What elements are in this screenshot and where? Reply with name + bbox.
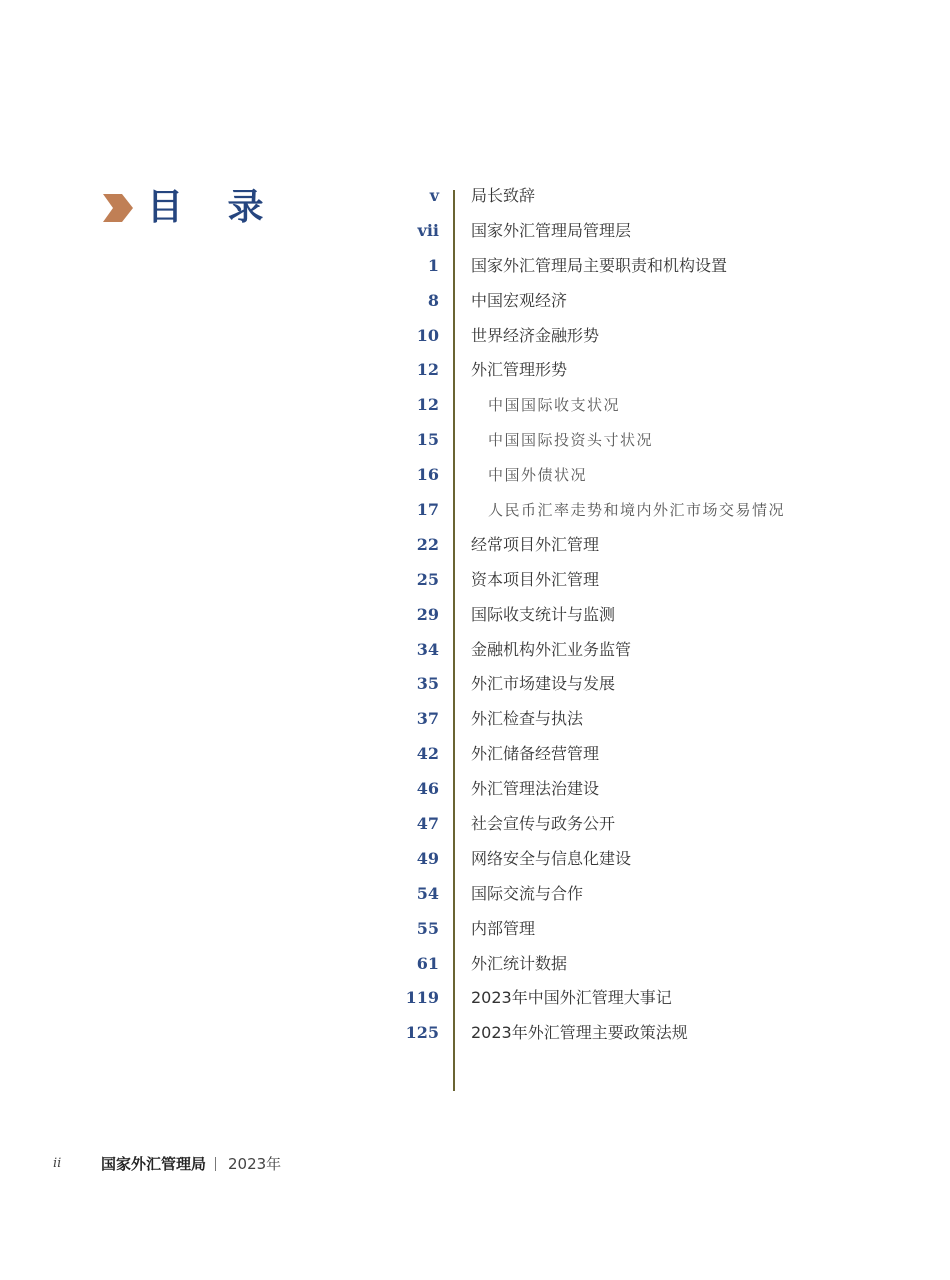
toc-title: 国际收支统计与监测 xyxy=(471,604,616,624)
toc-title: 国际交流与合作 xyxy=(471,883,584,903)
toc-title: 2023年中国外汇管理大事记 xyxy=(471,988,672,1008)
toc-entry[interactable] xyxy=(0,598,950,633)
toc-entry[interactable] xyxy=(0,528,950,563)
footer-page-number: ii xyxy=(53,1156,62,1171)
toc-page-number: 54 xyxy=(416,883,439,903)
footer-divider xyxy=(215,1157,216,1171)
toc-entry[interactable] xyxy=(0,877,950,912)
toc-page-number: 49 xyxy=(416,848,439,868)
toc-title: 外汇储备经营管理 xyxy=(471,744,600,764)
toc-page-number: 15 xyxy=(416,430,439,450)
toc-title: 经常项目外汇管理 xyxy=(471,534,600,554)
toc-page-number: 10 xyxy=(416,325,439,345)
toc-page-number: 119 xyxy=(405,988,439,1008)
toc-title: 局长致辞 xyxy=(471,186,536,205)
toc-title: 外汇统计数据 xyxy=(471,953,568,973)
toc-title: 网络安全与信息化建设 xyxy=(471,848,632,868)
toc-subentry[interactable] xyxy=(0,423,950,458)
toc-subentry[interactable] xyxy=(0,388,950,423)
toc-page-number: 37 xyxy=(416,709,439,729)
toc-page-number: v xyxy=(429,186,439,205)
toc-entry[interactable] xyxy=(0,284,950,319)
toc-page-number: 42 xyxy=(416,744,439,764)
toc-title: 中国宏观经济 xyxy=(471,290,568,310)
toc-page-number: 47 xyxy=(416,814,439,834)
toc-title: 中国外债状况 xyxy=(488,466,588,485)
toc-subentry[interactable] xyxy=(0,493,950,528)
toc-page-number: 34 xyxy=(416,639,439,659)
toc-page-number: 8 xyxy=(427,290,439,310)
toc-title: 内部管理 xyxy=(471,918,536,938)
toc-entry[interactable] xyxy=(0,353,950,388)
toc-entry[interactable] xyxy=(0,912,950,947)
toc-entry[interactable] xyxy=(0,772,950,807)
page-footer xyxy=(0,1152,950,1176)
toc-entry[interactable] xyxy=(0,633,950,668)
toc-page-number: 12 xyxy=(416,360,439,380)
toc-title: 外汇管理法治建设 xyxy=(471,779,600,799)
toc-page-number: 29 xyxy=(416,604,439,624)
toc-entry[interactable] xyxy=(0,842,950,877)
toc-page-number: 22 xyxy=(416,534,439,554)
toc-entry[interactable] xyxy=(0,702,950,737)
toc-page-number: 1 xyxy=(427,255,439,275)
toc-page-number: 16 xyxy=(416,465,439,485)
toc-subentry[interactable] xyxy=(0,458,950,493)
toc-title: 国家外汇管理局主要职责和机构设置 xyxy=(471,255,728,275)
toc-entry[interactable] xyxy=(0,249,950,284)
toc-title: 2023年外汇管理主要政策法规 xyxy=(471,1023,688,1043)
toc-entry[interactable] xyxy=(0,981,950,1016)
toc-title: 外汇市场建设与发展 xyxy=(471,674,616,694)
page-title: 目 录 xyxy=(147,187,280,228)
toc-title: 社会宣传与政务公开 xyxy=(471,814,616,834)
toc-page-number: 17 xyxy=(416,500,439,520)
toc-page-number: 46 xyxy=(416,779,439,799)
toc-title: 外汇检查与执法 xyxy=(471,709,584,729)
toc-page-number: 35 xyxy=(416,674,439,694)
footer-organization: 国家外汇管理局 xyxy=(101,1155,207,1173)
toc-entry[interactable] xyxy=(0,319,950,354)
toc-title: 金融机构外汇业务监管 xyxy=(471,639,632,659)
toc-entry[interactable] xyxy=(0,947,950,982)
toc-title: 资本项目外汇管理 xyxy=(471,569,600,589)
toc-page-number: 55 xyxy=(416,918,439,938)
toc-title: 中国国际投资头寸状况 xyxy=(488,431,654,450)
footer-year: 2023年 xyxy=(228,1155,282,1173)
toc-entry[interactable] xyxy=(0,807,950,842)
toc-title: 外汇管理形势 xyxy=(471,360,568,380)
toc-page-number: vii xyxy=(417,220,439,240)
toc-page-number: 25 xyxy=(416,569,439,589)
toc-title: 人民币汇率走势和境内外汇市场交易情况 xyxy=(488,501,786,520)
toc-title: 中国国际收支状况 xyxy=(488,396,621,415)
toc-entry[interactable] xyxy=(0,1016,950,1051)
toc-entry[interactable] xyxy=(0,179,950,214)
toc-entry[interactable] xyxy=(0,563,950,598)
toc-title: 国家外汇管理局管理层 xyxy=(471,220,632,240)
toc-entry[interactable] xyxy=(0,667,950,702)
toc-page-number: 125 xyxy=(405,1023,439,1043)
toc-entry[interactable] xyxy=(0,214,950,249)
toc-page-number: 61 xyxy=(416,953,439,973)
toc-list xyxy=(0,179,950,1051)
toc-title: 世界经济金融形势 xyxy=(471,325,600,345)
toc-page-number: 12 xyxy=(416,395,439,415)
toc-entry[interactable] xyxy=(0,737,950,772)
